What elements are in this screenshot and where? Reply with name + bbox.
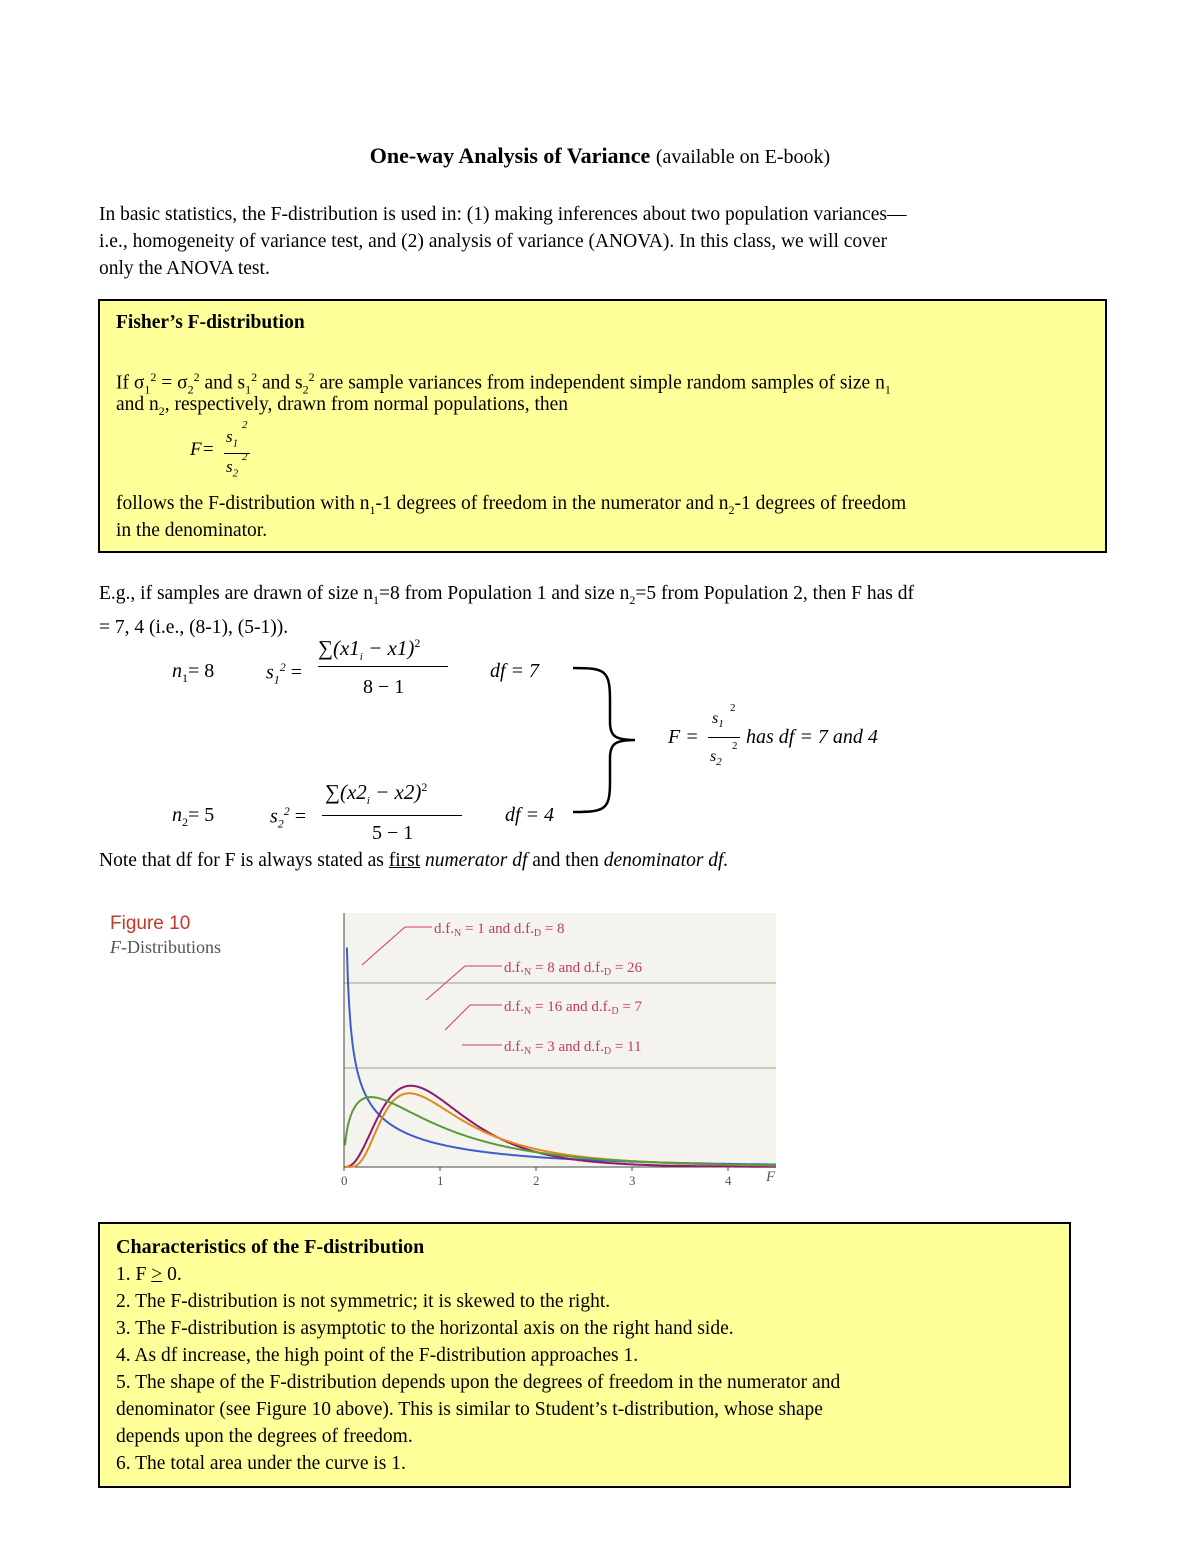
- curly-brace: [565, 660, 665, 820]
- x-tick-label: 4: [725, 1173, 732, 1188]
- f-num: $s_1$: [712, 710, 724, 731]
- sup: 2: [279, 660, 286, 674]
- sub: 2: [629, 592, 636, 607]
- sup: 2: [421, 780, 428, 794]
- x-axis-label: F: [766, 1169, 776, 1185]
- x-tick-label: 0: [341, 1173, 348, 1188]
- sub: 2: [302, 382, 309, 397]
- x-tick-label: 2: [533, 1173, 540, 1188]
- sub: 1: [373, 592, 379, 607]
- text: s: [226, 427, 233, 446]
- list-item: denominator (see Figure 10 above). This is similar to Student’s t-distribution, whose shape: [116, 1399, 823, 1420]
- example-line-1: [99, 580, 1099, 614]
- characteristics-list: [116, 1234, 840, 1477]
- text: and s: [199, 372, 246, 394]
- list-item: depends upon the degrees of freedom.: [116, 1426, 413, 1447]
- intro-line: only the ANOVA test.: [99, 258, 270, 279]
- f-distribution-chart: [330, 905, 790, 1190]
- df1-label: df = 7: [490, 660, 540, 682]
- list-item: 5. The shape of the F-distribution depends upon the degrees of freedom in the numerator and: [116, 1372, 841, 1393]
- text: − x2): [369, 780, 422, 804]
- fraction-bar: [708, 737, 740, 738]
- sup: 2: [414, 636, 421, 650]
- text: are sample variances from independent simple random samples of size n: [314, 372, 885, 394]
- fraction-bar: [322, 815, 462, 816]
- legend-entry-4: $d.f._N = 3$ and $d.f._D = 11$: [504, 1039, 642, 1057]
- s2-label: $s_2^2$ =: [270, 804, 307, 831]
- x-tick-label: 3: [629, 1173, 636, 1188]
- sup: 2: [242, 419, 248, 431]
- text: n: [172, 660, 182, 682]
- title-note: (available on E-book): [655, 146, 831, 168]
- legend-entry-3: $d.f._N = 16$ and $d.f._D = 7$: [504, 999, 643, 1017]
- figure-subtitle: [110, 937, 221, 958]
- text: -Distributions: [121, 937, 222, 957]
- text: , respectively, drawn from normal populations, then: [164, 394, 569, 415]
- sub: 1: [232, 437, 239, 450]
- sub: 2: [187, 382, 194, 397]
- characteristics-box: [98, 1222, 1071, 1488]
- sup: 2: [730, 702, 736, 714]
- s1-denominator: 8 − 1: [363, 676, 405, 698]
- x-tick-label: 1: [437, 1173, 444, 1188]
- legend-entry-2: $d.f._N = 8$ and $d.f._D = 26$: [504, 960, 643, 978]
- list-item: 3. The F-distribution is asymptotic to the horizontal axis on the right hand side.: [116, 1318, 734, 1339]
- list-item: 2. The F-distribution is not symmetric; it is skewed to the right.: [116, 1291, 611, 1312]
- sub: 1: [182, 671, 188, 685]
- sup: 2: [283, 804, 290, 818]
- text: -1 degrees of freedom: [734, 493, 907, 514]
- sub: 1: [369, 502, 376, 517]
- sub: i: [366, 795, 370, 808]
- formula-lhs: F=: [190, 439, 215, 460]
- fisher-box: [98, 299, 1107, 553]
- list-item: 4. As df increase, the high point of the F-distribution approaches 1.: [116, 1345, 639, 1366]
- text: =5 from Population 2, then F has df: [635, 583, 914, 604]
- sup: 2: [732, 740, 738, 752]
- text: = 5: [188, 804, 215, 826]
- text: and then: [527, 850, 604, 871]
- characteristics-heading: Characteristics of the F-distribution: [116, 1236, 425, 1258]
- list-item: 6. The total area under the curve is 1.: [116, 1453, 406, 1474]
- sub: 1: [245, 382, 252, 397]
- f-lhs: F =: [668, 726, 699, 748]
- formula-den: [226, 457, 238, 479]
- f-den: $s_2$: [710, 748, 722, 769]
- fisher-line-2: [116, 391, 568, 425]
- sub: 2: [728, 502, 735, 517]
- s1-numerator: [318, 636, 420, 663]
- page-title: [0, 143, 1200, 169]
- text: ∑(x2: [325, 780, 367, 804]
- italic-f: F: [110, 937, 121, 957]
- figure-label: Figure 10: [110, 913, 191, 934]
- text: If σ: [116, 372, 145, 394]
- sub: 2: [158, 403, 165, 418]
- example-line-2: = 7, 4 (i.e., (8-1), (5-1)).: [99, 616, 289, 638]
- italic-text: denominator df.: [603, 850, 729, 871]
- f-has-df: has df = 7 and 4: [746, 726, 878, 748]
- s2-denominator: 5 − 1: [372, 822, 414, 844]
- italic-text: numerator df: [425, 850, 528, 871]
- sub: 1: [884, 382, 891, 397]
- intro-line: i.e., homogeneity of variance test, and (2) analysis of variance (ANOVA). In this class, we will cover: [99, 231, 888, 252]
- sub: i: [359, 651, 363, 664]
- text: -1 degrees of freedom in the numerator and n: [375, 493, 729, 514]
- text: 1. F: [116, 1264, 152, 1285]
- sup: 2: [242, 451, 248, 463]
- fisher-heading: Fisher’s F-distribution: [116, 312, 305, 333]
- text: = σ: [156, 372, 188, 394]
- title-main: One-way Analysis of Variance: [369, 143, 651, 168]
- n1-label: [172, 660, 214, 686]
- sup: 2: [308, 370, 315, 384]
- example-paragraph: [99, 580, 1099, 641]
- text: 0.: [162, 1264, 182, 1285]
- text: =8 from Population 1 and size n: [379, 583, 630, 604]
- text: n: [172, 804, 182, 826]
- s2-numerator: [325, 780, 427, 807]
- fisher-line-4: in the denominator.: [116, 520, 268, 541]
- fisher-formula: [190, 421, 270, 481]
- underlined-first: first: [388, 850, 421, 871]
- sub: 2: [716, 756, 722, 769]
- sub: 2: [232, 467, 239, 480]
- text: − x1): [362, 636, 415, 660]
- n2-label: [172, 804, 214, 830]
- s1-label: $s_1^2$ =: [266, 660, 303, 687]
- note-paragraph: [99, 847, 1099, 874]
- geq-symbol: >: [151, 1264, 163, 1285]
- formula-num: [226, 427, 238, 449]
- text: ∑(x1: [318, 636, 360, 660]
- sub: 2: [182, 815, 188, 829]
- df2-label: df = 4: [505, 804, 555, 826]
- legend-entry-1: $d.f._N = 1$ and $d.f._D = 8$: [434, 921, 565, 939]
- sub: 2: [277, 816, 284, 831]
- text: = 8: [188, 660, 215, 682]
- sub: 1: [273, 672, 280, 687]
- sup: 2: [251, 370, 258, 384]
- text: Note that df for F is always stated as: [99, 850, 389, 871]
- text: follows the F-distribution with n: [116, 493, 370, 514]
- list-item: [116, 1261, 840, 1288]
- fraction-bar: [318, 666, 448, 667]
- intro-line: In basic statistics, the F-distribution is used in: (1) making inferences about two population variances—: [99, 204, 907, 225]
- text: and n: [116, 394, 159, 415]
- text: E.g., if samples are drawn of size n: [99, 583, 373, 604]
- intro-paragraph: [99, 201, 1099, 282]
- sup: 2: [193, 370, 200, 384]
- sup: 2: [150, 370, 157, 384]
- text: s: [226, 457, 233, 476]
- sub: 1: [144, 382, 151, 397]
- sub: 1: [718, 718, 724, 731]
- text: and s: [257, 372, 303, 394]
